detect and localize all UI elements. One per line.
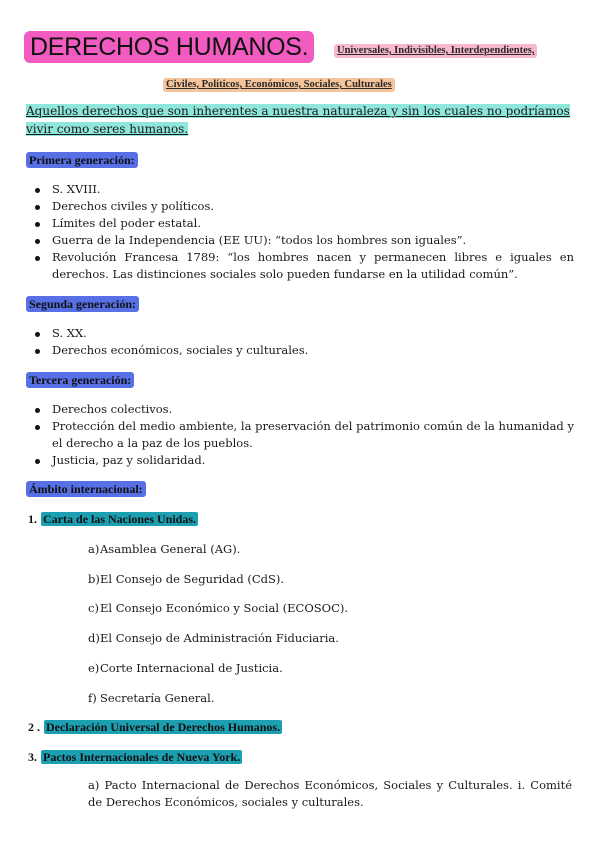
item-number: 1. [28, 512, 37, 526]
subitem-text: El Consejo de Administración Fiduciaria. [100, 631, 339, 645]
subitem-letter: c) [88, 601, 99, 615]
subitem-letter: f) [88, 691, 97, 705]
subitem-letter: a) [88, 542, 100, 556]
item-label: Carta de las Naciones Unidas. [43, 512, 197, 526]
item-label: Declaración Universal de Derechos Humanos. [46, 720, 281, 734]
numbered-item-declaracion [28, 719, 282, 735]
item-number: 2 . [28, 720, 40, 734]
page-title: DERECHOS HUMANOS. [24, 31, 314, 63]
pacto-description: a) Pacto Internacional de Derechos Económicos, Sociales y Culturales. i. Comité de Derechos Económicos, sociales y culturales. [88, 778, 572, 809]
tagline-characteristics: Universales, Indivisibles, Interdependientes, [334, 44, 537, 58]
list-tercera-generacion [26, 401, 574, 469]
list-item: Derechos colectivos. [26, 401, 574, 418]
numbered-item-pactos [28, 749, 242, 765]
heading-segunda-generacion: Segunda generación: [26, 296, 139, 312]
subitem-text: El Consejo de Seguridad (CdS). [100, 572, 285, 586]
list-item: Límites del poder estatal. [26, 215, 574, 232]
tagline-categories: Civiles, Políticos, Económicos, Sociales, Culturales [163, 78, 395, 92]
intro-text: Aquellos derechos que son inherentes a nuestra naturaleza y sin los cuales no podríamos vivir como seres humanos. [26, 104, 570, 136]
list-item: S. XVIII. [26, 181, 574, 198]
subitem-letter: b) [88, 572, 100, 586]
list-item: Guerra de la Independencia (EE UU): “todos los hombres son iguales”. [26, 232, 574, 249]
heading-primera-generacion: Primera generación: [26, 152, 138, 168]
subitem [88, 571, 284, 587]
subitem-text: Corte Internacional de Justicia. [100, 661, 283, 675]
list-segunda-generacion [26, 325, 574, 359]
subitem [88, 630, 339, 646]
subitem-text: Asamblea General (AG). [100, 542, 241, 556]
list-primera-generacion [26, 181, 574, 283]
list-item: Revolución Francesa 1789: “los hombres nacen y permanecen libres e iguales en derechos. Las distinciones sociales solo pueden fundarse en la utilidad común”. [26, 249, 574, 283]
list-item: Derechos económicos, sociales y culturales. [26, 342, 574, 359]
subitem-letter: d) [88, 631, 100, 645]
list-item: S. XX. [26, 325, 574, 342]
list-item: Derechos civiles y políticos. [26, 198, 574, 215]
numbered-item-carta [28, 511, 198, 527]
list-item: Justicia, paz y solidaridad. [26, 452, 574, 469]
item-number: 3. [28, 750, 37, 764]
subitem [88, 600, 348, 616]
subitem-text: El Consejo Económico y Social (ECOSOC). [100, 601, 349, 615]
subitem [88, 690, 214, 706]
heading-ambito-internacional: Ámbito internacional: [26, 481, 146, 497]
subitem [88, 660, 283, 676]
item-label: Pactos Internacionales de Nueva York. [43, 750, 241, 764]
list-item: Protección del medio ambiente, la preservación del patrimonio común de la humanidad y el derecho a la paz de los pueblos. [26, 418, 574, 452]
heading-tercera-generacion: Tercera generación: [26, 372, 134, 388]
subitem-letter: e) [88, 661, 100, 675]
subitem-text: Secretaría General. [100, 691, 215, 705]
subitem [88, 541, 240, 557]
intro-definition [26, 103, 574, 138]
